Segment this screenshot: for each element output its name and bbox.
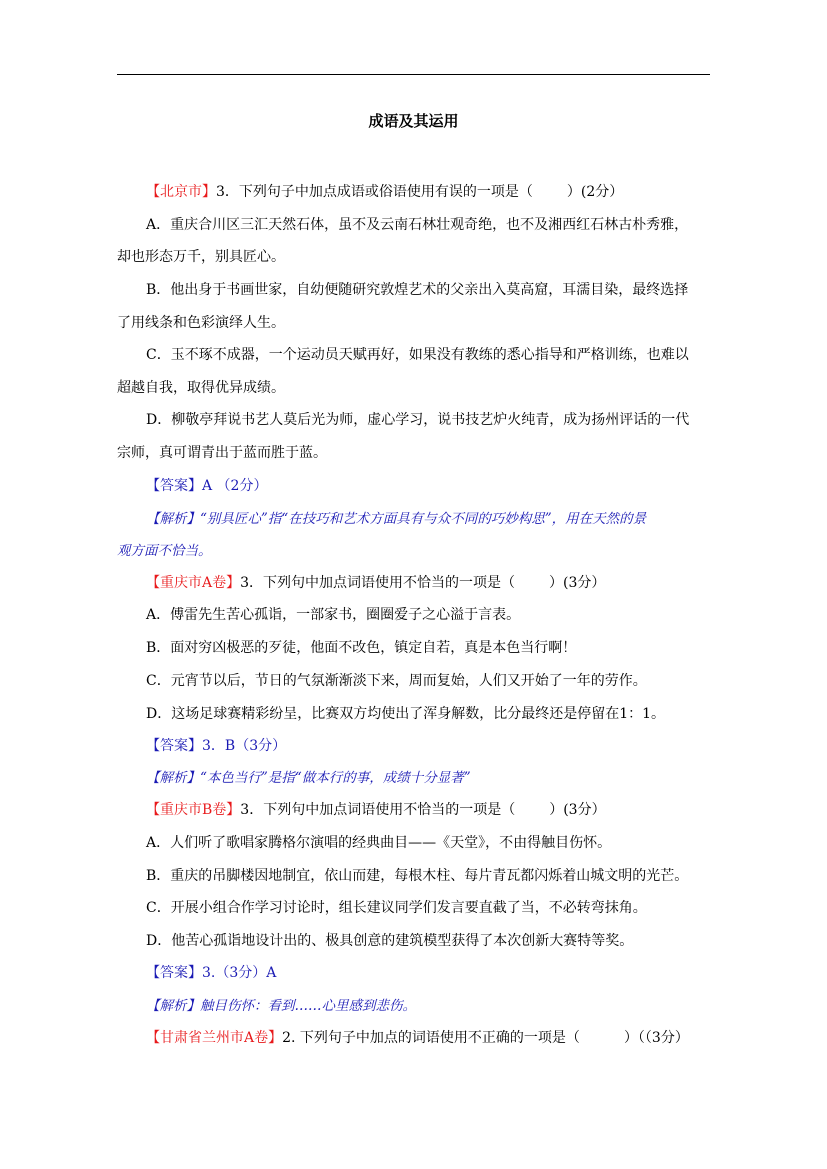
q3-stem-text: 3．下列句中加点词语使用不恰当的一项是（ — [240, 802, 516, 818]
q2-option-b: B．面对穷凶极恶的歹徒，他面不改色，镇定自若，真是本色当行啊！ — [146, 640, 577, 656]
q2-analysis: 【解析】“本色当行”是指“做本行的事，成绩十分显著” — [146, 770, 471, 786]
q1-stem-score: ）(2分） — [566, 184, 624, 200]
page-title: 成语及其运用 — [368, 112, 459, 130]
q2-source: 【重庆市A卷】 — [146, 575, 241, 591]
q3-option-d: D．他苦心孤诣地设计出的、极具创意的建筑模型获得了本次创新大赛特等奖。 — [146, 933, 634, 949]
q3-option-a: A．人们听了歌唱家腾格尔演唱的经典曲目——《天堂》，不由得触目伤怀。 — [146, 835, 612, 851]
q2-stem-text: 3．下列句中加点词语使用不恰当的一项是（ — [240, 575, 516, 591]
q1-option-c-line1: C．玉不琢不成器，一个运动员天赋再好，如果没有教练的悉心指导和严格训练，也难以 — [146, 347, 689, 363]
header-rule — [117, 74, 710, 75]
q3-analysis: 【解析】触目伤怀：看到……心里感到悲伤。 — [146, 998, 416, 1014]
q3-option-b: B．重庆的吊脚楼因地制宜，依山而建，每根木柱、每片青瓦都闪烁着山城文明的光芒。 — [146, 868, 689, 884]
q3-stem — [146, 800, 746, 820]
q4-source: 【甘肃省兰州市A卷】 — [146, 1030, 283, 1046]
q1-option-a-line1: A．重庆合川区三汇天然石体，虽不及云南石林壮观奇绝，也不及湘西红石林古朴秀雅， — [146, 217, 689, 233]
q1-option-b-line1: B．他出身于书画世家，自幼便随研究敦煌艺术的父亲出入莫高窟，耳濡目染，最终选择 — [146, 282, 689, 298]
q1-option-d-line2: 宗师，真可谓青出于蓝而胜于蓝。 — [117, 445, 327, 461]
q2-option-c: C．元宵节以后，节日的气氛渐渐淡下来，周而复始，人们又开始了一年的劳作。 — [146, 673, 647, 689]
q2-option-d: D．这场足球赛精彩纷呈，比赛双方均使出了浑身解数，比分最终还是停留在1：1。 — [146, 706, 666, 722]
q1-option-b-line2: 了用线条和色彩演绎人生。 — [117, 315, 285, 331]
q1-stem — [146, 182, 746, 202]
q4-stem-text: 2. 下列句子中加点的词语使用不正确的一项是（ — [282, 1030, 580, 1046]
q3-source: 【重庆市B卷】 — [146, 802, 241, 818]
q1-answer: 【答案】A （2分） — [146, 478, 268, 494]
q1-option-c-line2: 超越自我，取得优异成绩。 — [117, 380, 285, 396]
q3-stem-score: ）(3分） — [549, 802, 606, 818]
q2-stem-score: ）(3分） — [549, 575, 606, 591]
q1-analysis-line1: 【解析】“别具匠心”指“在技巧和艺术方面具有与众不同的巧妙构思”，用在天然的景 — [146, 511, 647, 527]
q1-option-a-line2: 却也形态万千，别具匠心。 — [117, 249, 285, 265]
q4-stem-score: ）（（3分） — [623, 1030, 689, 1046]
q4-stem — [146, 1028, 746, 1048]
q2-stem — [146, 573, 746, 593]
q3-answer: 【答案】3.（3分）A — [146, 965, 277, 981]
q2-option-a: A．傅雷先生苦心孤诣，一部家书，圈圈爱子之心溢于言表。 — [146, 607, 521, 623]
q3-option-c: C．开展小组合作学习讨论时，组长建议同学们发言要直截了当，不必转弯抹角。 — [146, 900, 647, 916]
q1-stem-text: 3．下列句子中加点成语或俗语使用有误的一项是（ — [216, 184, 533, 200]
q2-answer: 【答案】3．B（3分） — [146, 738, 287, 754]
q1-analysis-line2: 观方面不恰当。 — [117, 543, 212, 559]
q1-source: 【北京市】 — [146, 184, 216, 200]
q1-option-d-line1: D．柳敬亭拜说书艺人莫后光为师，虚心学习，说书技艺炉火纯青，成为扬州评话的一代 — [146, 412, 690, 428]
